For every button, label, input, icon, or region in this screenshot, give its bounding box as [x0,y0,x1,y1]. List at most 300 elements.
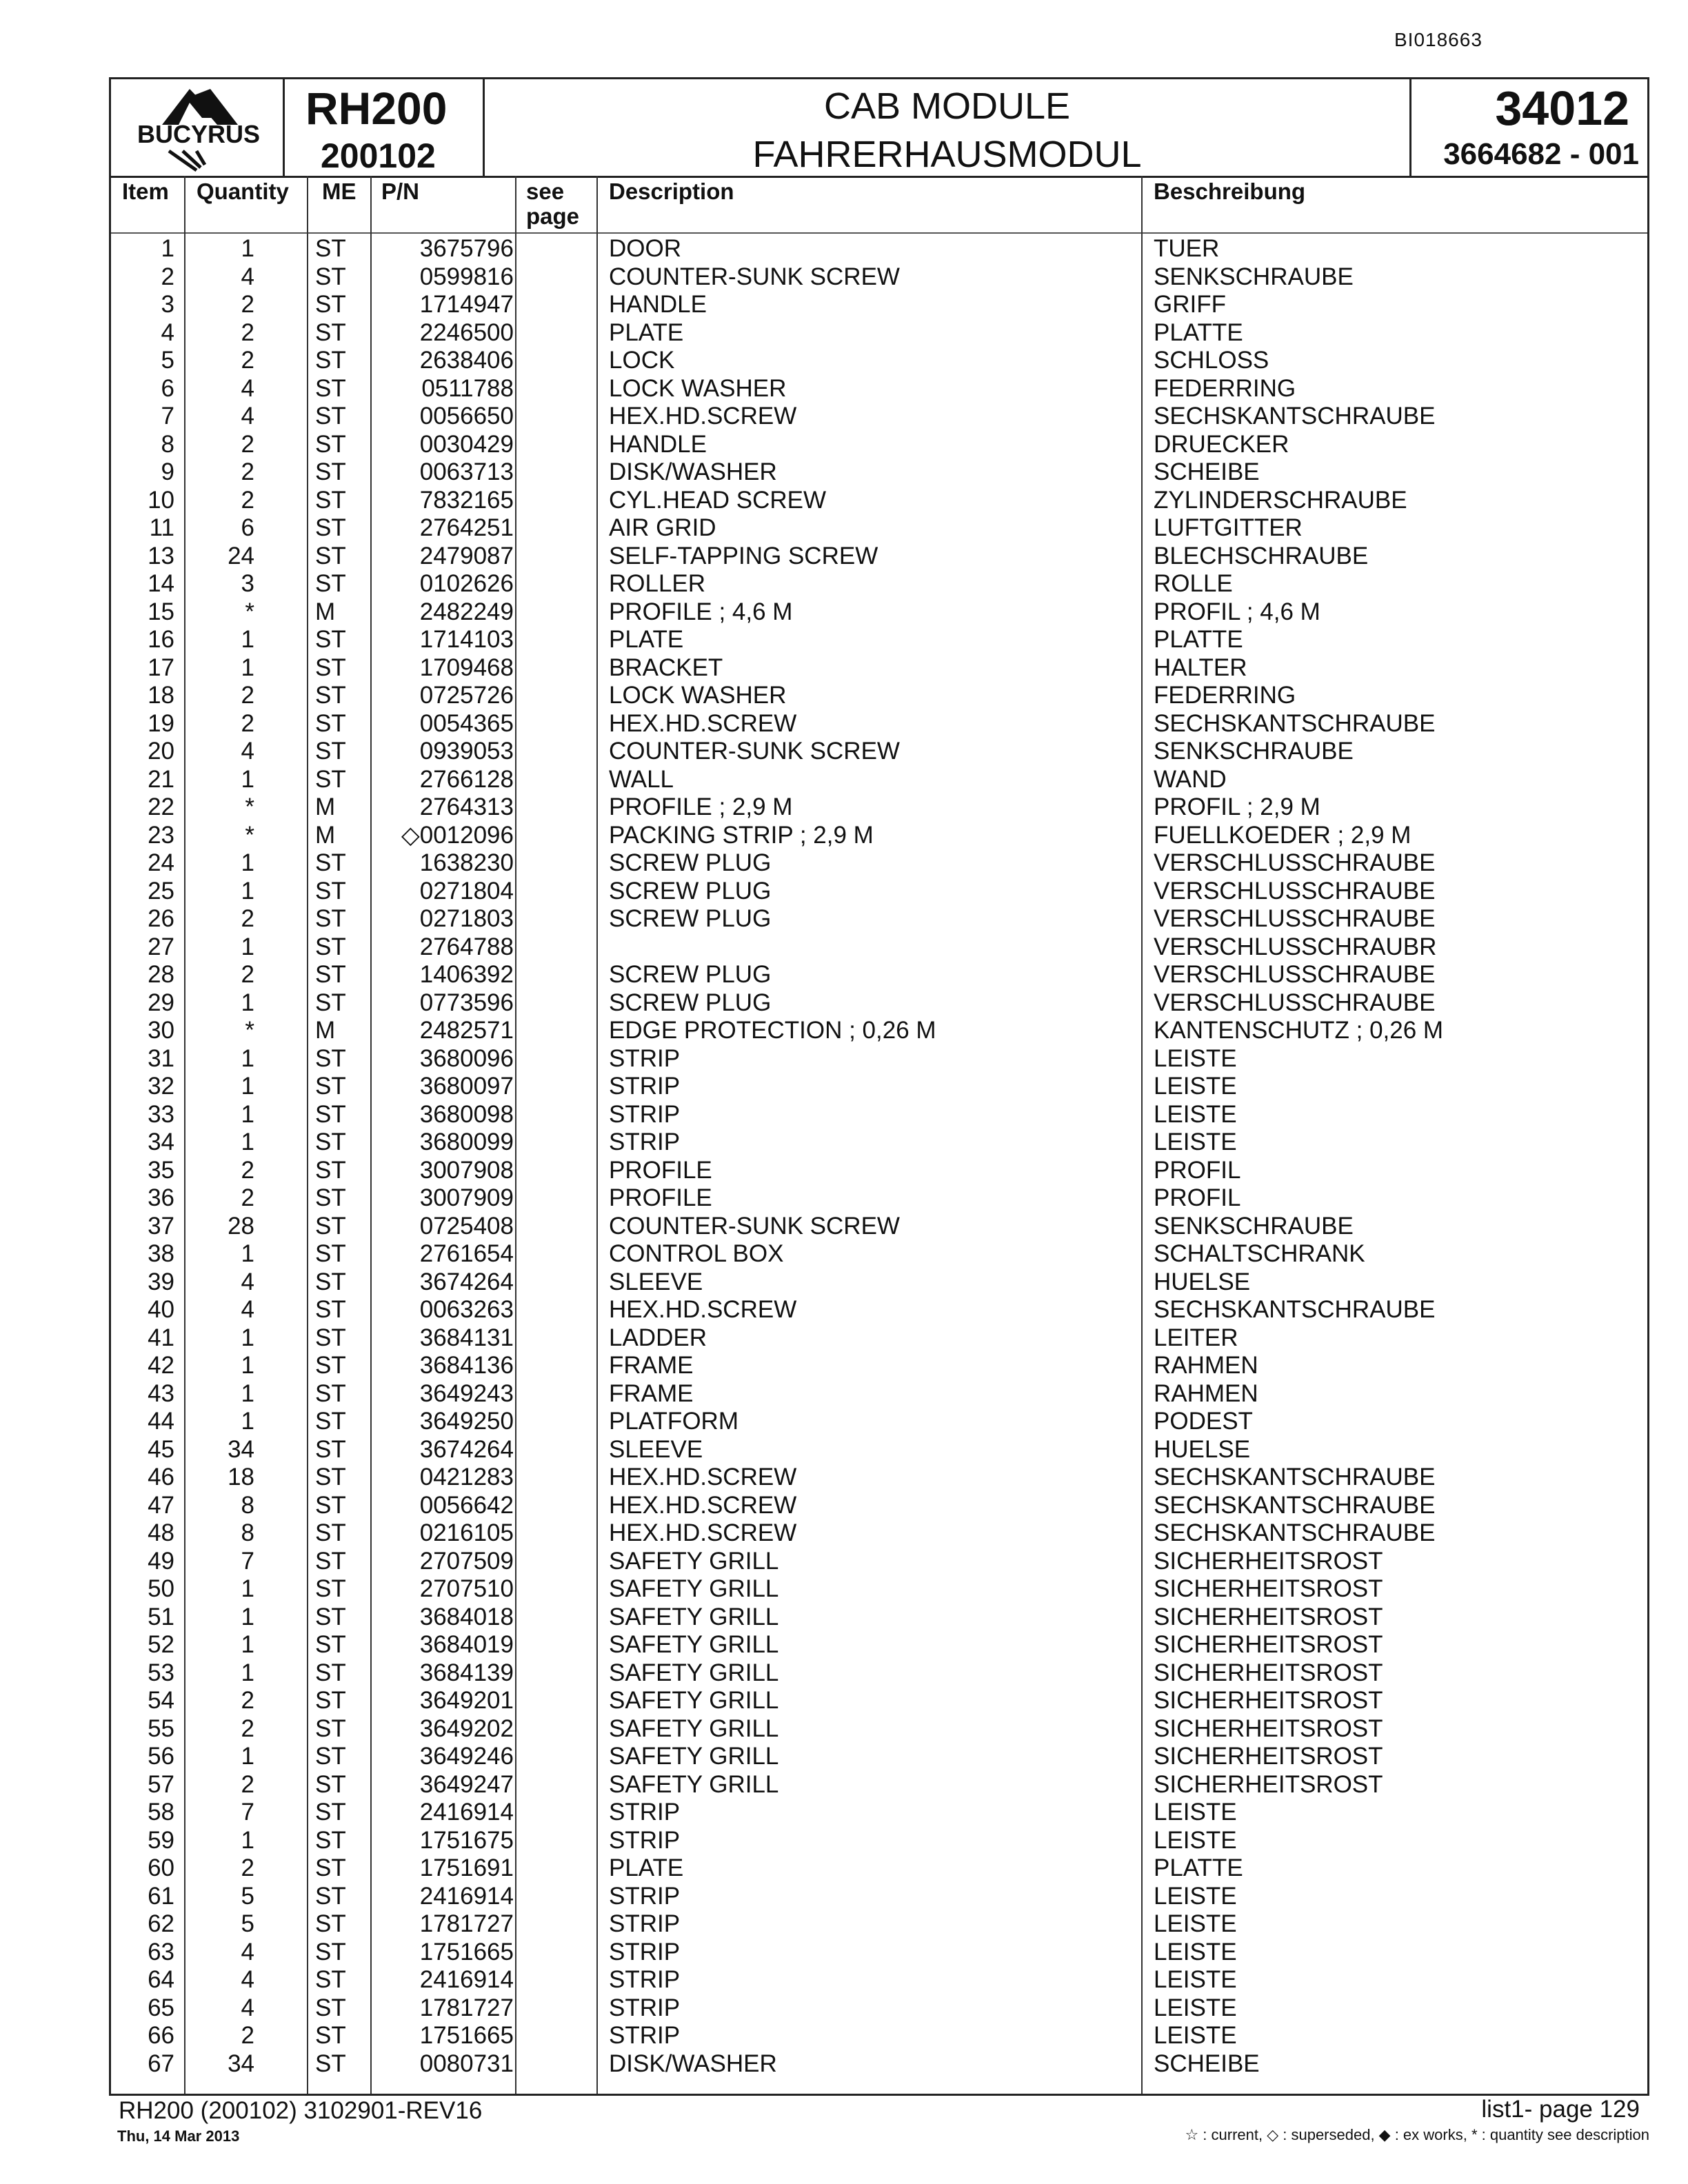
row-unit: ST [315,291,346,318]
row-quantity: 1 [241,1044,254,1072]
row-unit: ST [315,235,346,262]
row-description: FRAME [609,1352,694,1379]
row-part-number: 0599816 [419,263,514,290]
row-item-number: 31 [148,1044,174,1072]
row-beschreibung: LEISTE [1154,1129,1237,1155]
row-description: SLEEVE [609,1268,703,1295]
row-part-number: 3674264 [419,1435,514,1463]
row-unit: ST [315,1547,346,1575]
row-beschreibung: KANTENSCHUTZ ; 0,26 M [1154,1017,1444,1044]
row-item-number: 7 [161,403,174,429]
row-unit: ST [315,1435,346,1463]
row-description: PLATE [609,626,684,653]
table-row [111,1101,1647,1129]
row-beschreibung: SICHERHEITSROST [1154,1547,1383,1575]
row-beschreibung: VERSCHLUSSCHRAUBE [1154,905,1436,932]
row-description: HEX.HD.SCREW [609,709,797,737]
row-quantity: 1 [241,1408,254,1435]
row-quantity: * [245,1017,254,1044]
row-item-number: 41 [148,1324,174,1351]
row-description: SCREW PLUG [609,989,772,1016]
row-part-number: 3680098 [419,1100,514,1128]
row-description: SAFETY GRILL [609,1547,779,1575]
row-item-number: 40 [148,1296,174,1323]
row-description: PLATE [609,318,684,346]
column-header-row [111,176,1647,234]
row-quantity: 4 [241,403,254,429]
row-unit: M [315,598,336,625]
row-unit: ST [315,1184,346,1211]
row-beschreibung: PROFIL [1154,1184,1241,1211]
row-unit: ST [315,1044,346,1072]
row-item-number: 48 [148,1519,174,1546]
row-beschreibung: SCHLOSS [1154,347,1269,374]
row-quantity: 1 [241,1352,254,1379]
row-quantity: 1 [241,989,254,1016]
row-quantity: 2 [241,430,254,458]
footer-legend: ☆ : current, ◇ : superseded, ◆ : ex works, * : quantity see description [1185,2126,1649,2143]
row-description: HEX.HD.SCREW [609,1464,797,1490]
table-row [111,1939,1647,1967]
table-row [111,1604,1647,1632]
row-part-number: 1406392 [419,961,514,988]
row-beschreibung: LEISTE [1154,1910,1237,1937]
row-part-number: 7832165 [419,486,514,514]
row-description: SAFETY GRILL [609,1715,779,1742]
row-item-number: 16 [148,626,174,653]
row-unit: ST [315,347,346,374]
row-unit: ST [315,1296,346,1323]
row-beschreibung: LEISTE [1154,1826,1237,1854]
row-quantity: 2 [241,682,254,709]
row-unit: ST [315,1073,346,1100]
row-description: ROLLER [609,570,706,597]
row-quantity: 2 [241,347,254,374]
col-item: Item [122,179,169,204]
table-row [111,375,1647,403]
row-item-number: 14 [148,570,174,597]
bucyrus-logo-icon [121,82,277,173]
row-description: STRIP [609,1910,681,1937]
table-row [111,1519,1647,1548]
row-quantity: 1 [241,1100,254,1128]
table-row [111,1157,1647,1185]
table-row [111,822,1647,850]
row-description: STRIP [609,1799,681,1826]
table-row [111,849,1647,878]
table-row [111,1687,1647,1715]
row-beschreibung: SECHSKANTSCHRAUBE [1154,1464,1436,1490]
row-quantity: 4 [241,263,254,290]
row-quantity: 6 [241,514,254,541]
row-description: DISK/WASHER [609,2050,777,2077]
row-description: SAFETY GRILL [609,1743,779,1770]
row-quantity: 4 [241,738,254,765]
row-description: EDGE PROTECTION ; 0,26 M [609,1017,936,1044]
row-unit: ST [315,1687,346,1714]
row-beschreibung: RAHMEN [1154,1352,1258,1379]
row-part-number: 2246500 [419,318,514,346]
row-part-number: 0773596 [419,989,514,1016]
row-part-number: 1751665 [419,2022,514,2049]
row-part-number: 3684018 [419,1603,514,1630]
row-beschreibung: LEISTE [1154,1994,1237,2021]
row-beschreibung: GRIFF [1154,291,1226,318]
table-row [111,1799,1647,1827]
row-description: FRAME [609,1379,694,1407]
row-item-number: 63 [148,1938,174,1965]
footer-document: RH200 (200102) 3102901-REV16 [119,2097,483,2124]
row-quantity: 4 [241,374,254,402]
table-row [111,1854,1647,1883]
row-beschreibung: LEISTE [1154,1966,1237,1993]
table-row [111,319,1647,347]
model-serial: 200102 [321,136,436,175]
row-description: DOOR [609,235,681,262]
row-part-number: 2479087 [419,542,514,569]
row-beschreibung: SCHEIBE [1154,2050,1260,2077]
row-quantity: 2 [241,458,254,485]
row-quantity: 4 [241,1994,254,2021]
row-quantity: 1 [241,1379,254,1407]
row-item-number: 24 [148,849,174,876]
row-item-number: 43 [148,1379,174,1407]
row-item-number: 26 [148,905,174,932]
row-beschreibung: FUELLKOEDER ; 2,9 M [1154,821,1411,849]
row-item-number: 34 [148,1129,174,1155]
row-quantity: 7 [241,1547,254,1575]
row-quantity: 2 [241,2022,254,2049]
row-description: LOCK [609,347,675,374]
row-beschreibung: ROLLE [1154,570,1233,597]
row-description: STRIP [609,1044,681,1072]
row-quantity: 1 [241,1659,254,1686]
col-see-page-top: see [526,179,565,204]
row-item-number: 55 [148,1715,174,1742]
row-part-number: 2416914 [419,1799,514,1826]
row-quantity: * [245,793,254,820]
row-item-number: 56 [148,1743,174,1770]
row-beschreibung: TUER [1154,235,1220,262]
row-description: AIR GRID [609,514,716,541]
row-item-number: 44 [148,1408,174,1435]
row-unit: ST [315,1854,346,1881]
row-item-number: 36 [148,1184,174,1211]
row-quantity: 2 [241,1854,254,1881]
table-row [111,1631,1647,1659]
table-row [111,431,1647,459]
row-unit: ST [315,1910,346,1937]
table-row [111,1352,1647,1380]
row-unit: ST [315,1240,346,1267]
table-row [111,933,1647,962]
row-beschreibung: SCHALTSCHRANK [1154,1240,1365,1267]
row-item-number: 23 [148,821,174,849]
row-beschreibung: SICHERHEITSROST [1154,1687,1383,1714]
row-unit: ST [315,403,346,429]
row-description: PLATE [609,1854,684,1881]
row-beschreibung: SENKSCHRAUBE [1154,263,1354,290]
table-row [111,1910,1647,1939]
col-pn: P/N [381,179,420,204]
row-description: DISK/WASHER [609,458,777,485]
model-name: RH200 [305,83,448,134]
row-unit: ST [315,458,346,485]
row-beschreibung: VERSCHLUSSCHRAUBE [1154,989,1436,1016]
row-part-number: 1781727 [419,1994,514,2021]
row-part-number: 2416914 [419,1966,514,1993]
row-quantity: 2 [241,961,254,988]
row-beschreibung: VERSCHLUSSCHRAUBR [1154,933,1437,960]
row-beschreibung: LEISTE [1154,1938,1237,1965]
table-row [111,1575,1647,1604]
row-quantity: 28 [228,1212,254,1240]
row-unit: M [315,793,336,820]
row-quantity: 2 [241,1770,254,1798]
row-unit: ST [315,1491,346,1519]
row-unit: ST [315,1519,346,1546]
row-part-number: 3684139 [419,1659,514,1686]
row-part-number: 2482249 [419,598,514,625]
row-item-number: 45 [148,1435,174,1463]
row-quantity: 1 [241,1324,254,1351]
row-description: LOCK WASHER [609,374,787,402]
row-unit: ST [315,905,346,932]
row-quantity: 1 [241,1575,254,1602]
row-unit: ST [315,1770,346,1798]
row-item-number: 54 [148,1687,174,1714]
row-quantity: 1 [241,877,254,904]
row-part-number: 1638230 [419,849,514,876]
row-unit: ST [315,1631,346,1658]
row-quantity: 1 [241,1603,254,1630]
row-description: SAFETY GRILL [609,1770,779,1798]
row-part-number: 3684136 [419,1352,514,1379]
row-part-number: 3007909 [419,1184,514,1211]
sheet-header [111,79,1647,178]
row-item-number: 47 [148,1491,174,1519]
table-row [111,682,1647,710]
row-unit: ST [315,1156,346,1184]
row-beschreibung: PODEST [1154,1408,1253,1435]
row-beschreibung: LEISTE [1154,1044,1237,1072]
row-beschreibung: SICHERHEITSROST [1154,1715,1383,1742]
row-unit: ST [315,542,346,569]
row-beschreibung: LUFTGITTER [1154,514,1303,541]
table-row [111,458,1647,487]
row-description: LOCK WASHER [609,682,787,709]
footer-page-number: list1- page 129 [1481,2096,1640,2123]
row-part-number: 0054365 [419,709,514,737]
table-row [111,654,1647,682]
row-beschreibung: SENKSCHRAUBE [1154,738,1354,765]
table-row [111,1994,1647,2023]
row-quantity: 4 [241,1938,254,1965]
table-row [111,347,1647,375]
row-quantity: 1 [241,849,254,876]
row-unit: ST [315,1129,346,1155]
row-beschreibung: BLECHSCHRAUBE [1154,542,1369,569]
row-unit: ST [315,1352,346,1379]
row-unit: ST [315,1938,346,1965]
row-quantity: 1 [241,654,254,681]
table-row [111,1743,1647,1771]
row-beschreibung: SICHERHEITSROST [1154,1631,1383,1658]
row-part-number: 0511788 [421,374,514,402]
row-quantity: 18 [228,1464,254,1490]
row-item-number: 1 [161,235,174,262]
row-unit: ST [315,1882,346,1910]
row-description: HANDLE [609,430,707,458]
row-description: HEX.HD.SCREW [609,1296,797,1323]
assembly-part-number: 3664682 - 001 [1443,137,1639,171]
row-quantity: 34 [228,1435,254,1463]
row-unit: ST [315,1994,346,2021]
row-part-number: 2764788 [419,933,514,960]
row-item-number: 39 [148,1268,174,1295]
title-english: CAB MODULE [823,85,1071,127]
row-description: HEX.HD.SCREW [609,403,797,429]
row-quantity: 1 [241,765,254,793]
row-quantity: * [245,598,254,625]
row-unit: ST [315,2022,346,2049]
table-row [111,514,1647,543]
table-row [111,403,1647,431]
row-beschreibung: SECHSKANTSCHRAUBE [1154,1296,1436,1323]
row-item-number: 64 [148,1966,174,1993]
row-quantity: 2 [241,1715,254,1742]
row-part-number: 3674264 [419,1268,514,1295]
row-unit: ST [315,1826,346,1854]
row-description: COUNTER-SUNK SCREW [609,1212,900,1240]
row-quantity: 4 [241,1268,254,1295]
row-quantity: 4 [241,1966,254,1993]
table-row [111,598,1647,627]
row-unit: ST [315,877,346,904]
table-row [111,2050,1647,2079]
row-description: HANDLE [609,291,707,318]
row-item-number: 66 [148,2022,174,2049]
row-quantity: * [245,821,254,849]
row-unit: ST [315,1603,346,1630]
row-item-number: 5 [161,347,174,374]
row-part-number: 3680099 [419,1129,514,1155]
table-row [111,2022,1647,2050]
row-description: STRIP [609,2022,681,2049]
row-unit: ST [315,1715,346,1742]
row-unit: ST [315,1743,346,1770]
row-item-number: 65 [148,1994,174,2021]
table-row [111,1045,1647,1073]
row-item-number: 17 [148,654,174,681]
row-beschreibung: HALTER [1154,654,1247,681]
row-unit: M [315,1017,336,1044]
row-part-number: 0725408 [419,1212,514,1240]
col-quantity: Quantity [197,179,289,204]
row-part-number: 0080731 [419,2050,514,2077]
row-quantity: 5 [241,1882,254,1910]
row-description: STRIP [609,1100,681,1128]
row-item-number: 58 [148,1799,174,1826]
col-description: Description [609,179,734,204]
svg-text:BUCYRUS: BUCYRUS [137,120,261,148]
group-number: 34012 [1495,81,1629,135]
col-me: ME [322,179,356,204]
row-description: PROFILE ; 2,9 M [609,793,793,820]
row-beschreibung: SICHERHEITSROST [1154,1659,1383,1686]
title-cell [485,79,1411,176]
row-part-number: 3649202 [419,1715,514,1742]
row-description: SCREW PLUG [609,849,772,876]
row-item-number: 38 [148,1240,174,1267]
col-see-page-bottom: page [526,203,580,229]
row-description: PROFILE [609,1156,712,1184]
row-part-number: 2761654 [419,1240,514,1267]
row-description: STRIP [609,1882,681,1910]
table-row [111,1715,1647,1743]
number-cell [1411,79,1647,176]
row-part-number: 0271803 [419,905,514,932]
row-description: CYL.HEAD SCREW [609,486,827,514]
row-description: STRIP [609,1073,681,1100]
row-description: SAFETY GRILL [609,1575,779,1602]
row-part-number: 0421283 [419,1464,514,1490]
row-unit: ST [315,933,346,960]
row-part-number: 1781727 [419,1910,514,1937]
row-quantity: 5 [241,1910,254,1937]
row-beschreibung: LEISTE [1154,1799,1237,1826]
table-row [111,961,1647,989]
row-unit: ST [315,1799,346,1826]
row-item-number: 22 [148,793,174,820]
table-row [111,1380,1647,1408]
row-beschreibung: PROFIL [1154,1156,1241,1184]
row-quantity: 2 [241,1687,254,1714]
table-row [111,710,1647,738]
row-description: STRIP [609,1938,681,1965]
row-item-number: 57 [148,1770,174,1798]
row-quantity: 2 [241,291,254,318]
row-beschreibung: FEDERRING [1154,374,1296,402]
row-item-number: 20 [148,738,174,765]
row-item-number: 67 [148,2050,174,2077]
table-row [111,1883,1647,1911]
row-item-number: 61 [148,1882,174,1910]
row-item-number: 9 [161,458,174,485]
row-beschreibung: SECHSKANTSCHRAUBE [1154,403,1436,429]
row-description: PLATFORM [609,1408,738,1435]
row-quantity: 24 [228,542,254,569]
row-part-number: 3675796 [419,235,514,262]
table-row [111,1436,1647,1464]
row-item-number: 62 [148,1910,174,1937]
row-item-number: 53 [148,1659,174,1686]
row-item-number: 2 [161,263,174,290]
table-row [111,738,1647,766]
row-description: SAFETY GRILL [609,1631,779,1658]
row-part-number: 1714947 [419,291,514,318]
row-part-number: 0056642 [419,1491,514,1519]
row-quantity: 8 [241,1491,254,1519]
row-description: STRIP [609,1994,681,2021]
table-row [111,626,1647,654]
row-description: STRIP [609,1129,681,1155]
row-beschreibung: PROFIL ; 2,9 M [1154,793,1320,820]
row-part-number: 3684019 [419,1631,514,1658]
row-description: SELF-TAPPING SCREW [609,542,878,569]
row-item-number: 42 [148,1352,174,1379]
row-quantity: 2 [241,1156,254,1184]
